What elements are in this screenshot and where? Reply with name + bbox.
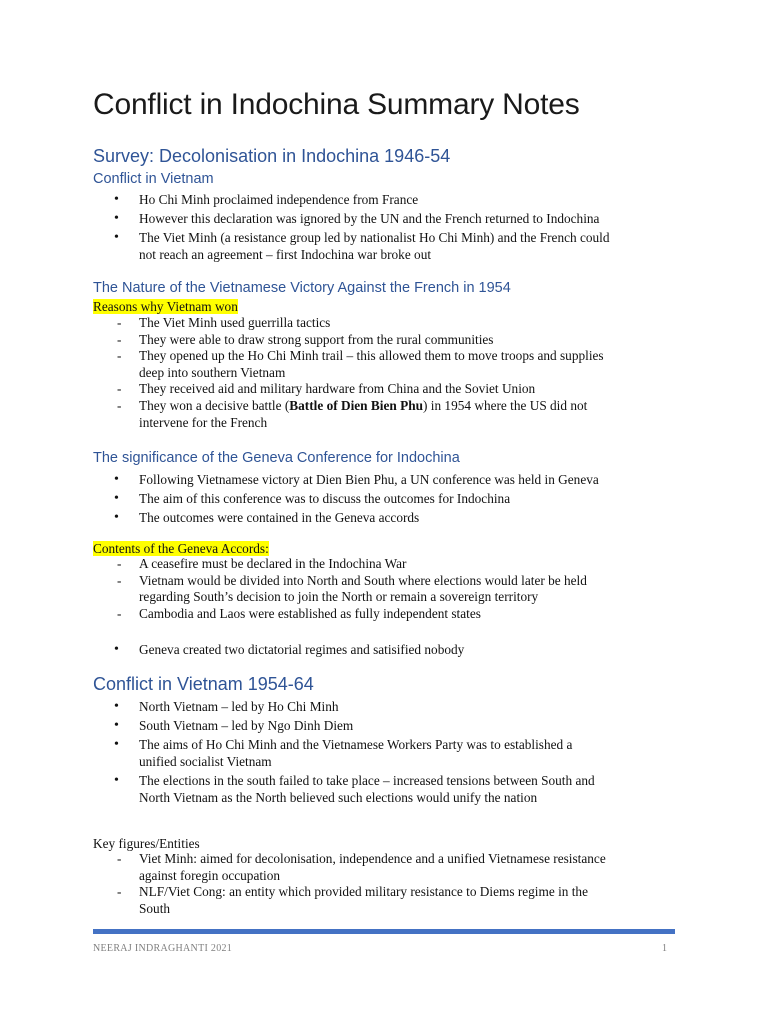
list-item-line: NLF/Viet Cong: an entity which provided military resistance to Diems regime in the <box>139 884 588 900</box>
key-figures-label: Key figures/Entities <box>93 836 200 851</box>
list-item <box>93 573 693 606</box>
list-item-line: not reach an agreement – first Indochina war broke out <box>139 247 432 262</box>
key-figures-list <box>93 851 693 917</box>
accords-list <box>93 556 693 622</box>
battle-name: Battle of Dien Bien Phu <box>289 397 423 413</box>
list-item: - The Viet Minh used guerrilla tactics <box>93 315 693 332</box>
list-item: • Ho Chi Minh proclaimed independence from France <box>93 191 693 208</box>
conflict-1954-list <box>93 698 693 806</box>
list-item-line: regarding South’s decision to join the North or remain a sovereign territory <box>139 589 539 605</box>
list-item-line: Viet Minh: aimed for decolonisation, independence and a unified Vietnamese resistance <box>139 851 606 866</box>
conflict-1954-heading: Conflict in Vietnam 1954-64 <box>93 674 314 694</box>
list-item: • The outcomes were contained in the Geneva accords <box>93 509 693 526</box>
list-item: • However this declaration was ignored by the UN and the French returned to Indochina <box>93 210 693 227</box>
list-item-text: They won a decisive battle ( <box>139 397 290 413</box>
list-item-line: The Viet Minh (a resistance group led by nationalist Ho Chi Minh) and the French could <box>139 230 610 245</box>
list-item: - They were able to draw strong support from the rural communities <box>93 332 693 349</box>
list-item <box>93 229 693 263</box>
list-item-line: They opened up the Ho Chi Minh trail – this allowed them to move troops and supplies <box>139 348 604 364</box>
nature-of-victory-heading: The Nature of the Vietnamese Victory Against the French in 1954 <box>93 280 511 296</box>
reasons-list <box>93 315 693 431</box>
page-number: 1 <box>662 943 668 954</box>
list-item: - A ceasefire must be declared in the Indochina War <box>93 556 693 573</box>
highlighted-label: Reasons why Vietnam won <box>93 299 238 314</box>
list-item <box>93 736 693 770</box>
list-item <box>93 772 693 806</box>
list-item: • The aim of this conference was to discuss the outcomes for Indochina <box>93 490 693 507</box>
geneva-note-list <box>93 641 693 658</box>
list-item: • Following Vietnamese victory at Dien Bien Phu, a UN conference was held in Geneva <box>93 471 693 488</box>
list-item-line: against foregin occupation <box>139 867 281 883</box>
list-item <box>93 884 693 917</box>
list-item-line: intervene for the French <box>139 414 268 430</box>
list-item: • Geneva created two dictatorial regimes and satisified nobody <box>93 641 693 658</box>
list-item-line: The aims of Ho Chi Minh and the Vietnamese Workers Party was to established a <box>139 737 573 752</box>
conflict-in-vietnam-heading: Conflict in Vietnam <box>93 171 214 187</box>
list-item-line: Vietnam would be divided into North and South where elections would later be held <box>139 572 587 588</box>
footer-rule <box>93 929 675 934</box>
list-item-text: ) in 1954 where the US did not <box>423 397 588 413</box>
list-item-line: South <box>139 900 171 916</box>
list-item: • South Vietnam – led by Ngo Dinh Diem <box>93 717 693 734</box>
reasons-label <box>93 298 693 315</box>
list-item-line: The elections in the south failed to take place – increased tensions between South and <box>139 773 595 788</box>
list-item-line: deep into southern Vietnam <box>139 364 286 380</box>
conflict-in-vietnam-list <box>93 191 693 263</box>
list-item <box>93 851 693 884</box>
list-item: • North Vietnam – led by Ho Chi Minh <box>93 698 693 715</box>
accords-label <box>93 540 693 557</box>
list-item <box>93 348 693 381</box>
footer-author: NEERAJ INDRAGHANTI 2021 <box>93 943 233 954</box>
list-item: - Cambodia and Laos were established as fully independent states <box>93 606 693 623</box>
page-title: Conflict in Indochina Summary Notes <box>93 88 580 121</box>
survey-heading: Survey: Decolonisation in Indochina 1946-54 <box>93 146 451 166</box>
list-item <box>93 398 693 431</box>
list-item-line: North Vietnam as the North believed such elections would unify the nation <box>139 790 538 805</box>
geneva-list <box>93 471 693 526</box>
list-item-line: unified socialist Vietnam <box>139 754 272 769</box>
highlighted-label: Contents of the Geneva Accords: <box>93 541 269 556</box>
list-item: - They received aid and military hardware from China and the Soviet Union <box>93 381 693 398</box>
geneva-heading: The significance of the Geneva Conference for Indochina <box>93 450 460 466</box>
